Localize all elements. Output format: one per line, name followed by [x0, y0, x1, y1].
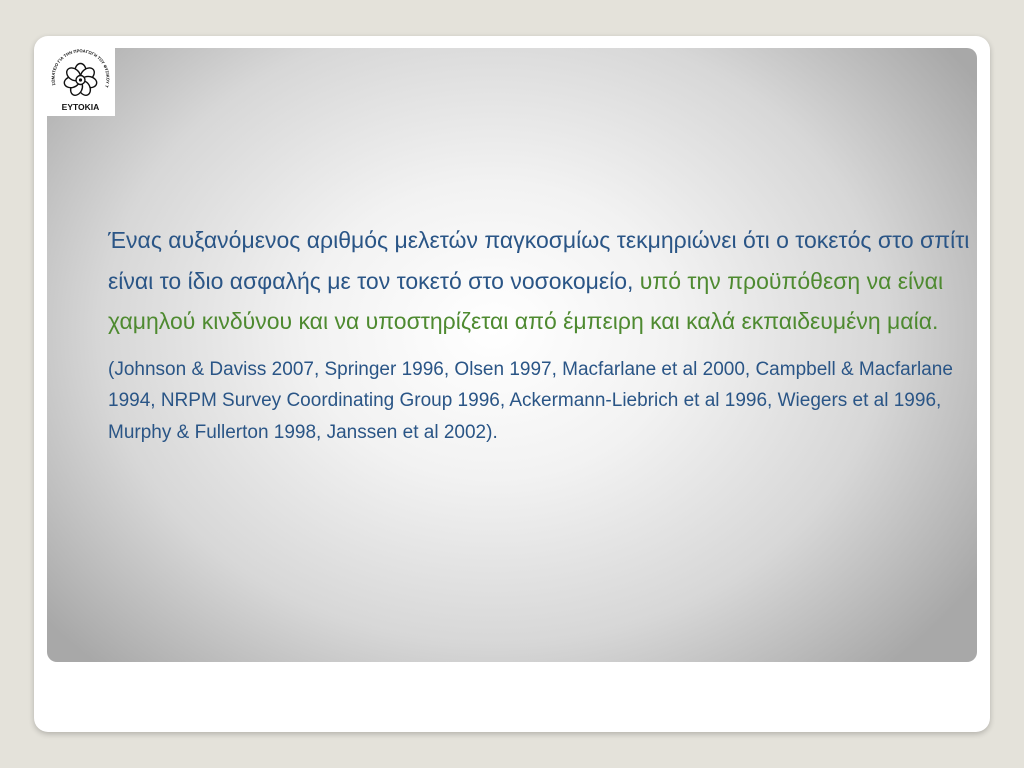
references-text: (Johnson & Daviss 2007, Springer 1996, Olsen 1997, Macfarlane et al 2000, Campbell & Macfarlane 1994, NRPM Survey Coordinating Group 1996, Ackermann-Liebrich et al 1996, Wiegers et al 1996, Murphy & Fullerton 1998, Janssen et al 2002).	[108, 358, 953, 443]
main-statement	[108, 220, 978, 342]
slide-content	[108, 220, 978, 448]
eytokia-logo	[46, 47, 115, 116]
statement-blue-text: Ένας αυξανόμενος αριθμός μελετών παγκοσμίως τεκμηριώνει ότι ο τοκετός στο σπίτι είναι το ίδιο ασφαλής με τον τοκετό στο νοσοκομείο,	[108, 227, 970, 294]
flower-icon	[63, 64, 98, 98]
logo-name: ΕΥΤΟΚΙΑ	[61, 102, 100, 112]
slide-frame	[34, 36, 990, 732]
logo-graphic	[46, 47, 115, 116]
logo-arc-text: ΣΩΜΑΤΕΙΟ ΓΙΑ ΤΗΝ ΠΡΟΑΓΩΓΗ ΤΟΥ ΦΥΣΙΚΟΥ Τ	[50, 48, 111, 89]
content-panel	[47, 48, 977, 662]
statement-green-text: υπό την προϋπόθεση να είναι χαμηλού κινδύνου και να υποστηρίζεται από έμπειρη και καλά εκπαιδευμένη μαία.	[108, 267, 944, 334]
